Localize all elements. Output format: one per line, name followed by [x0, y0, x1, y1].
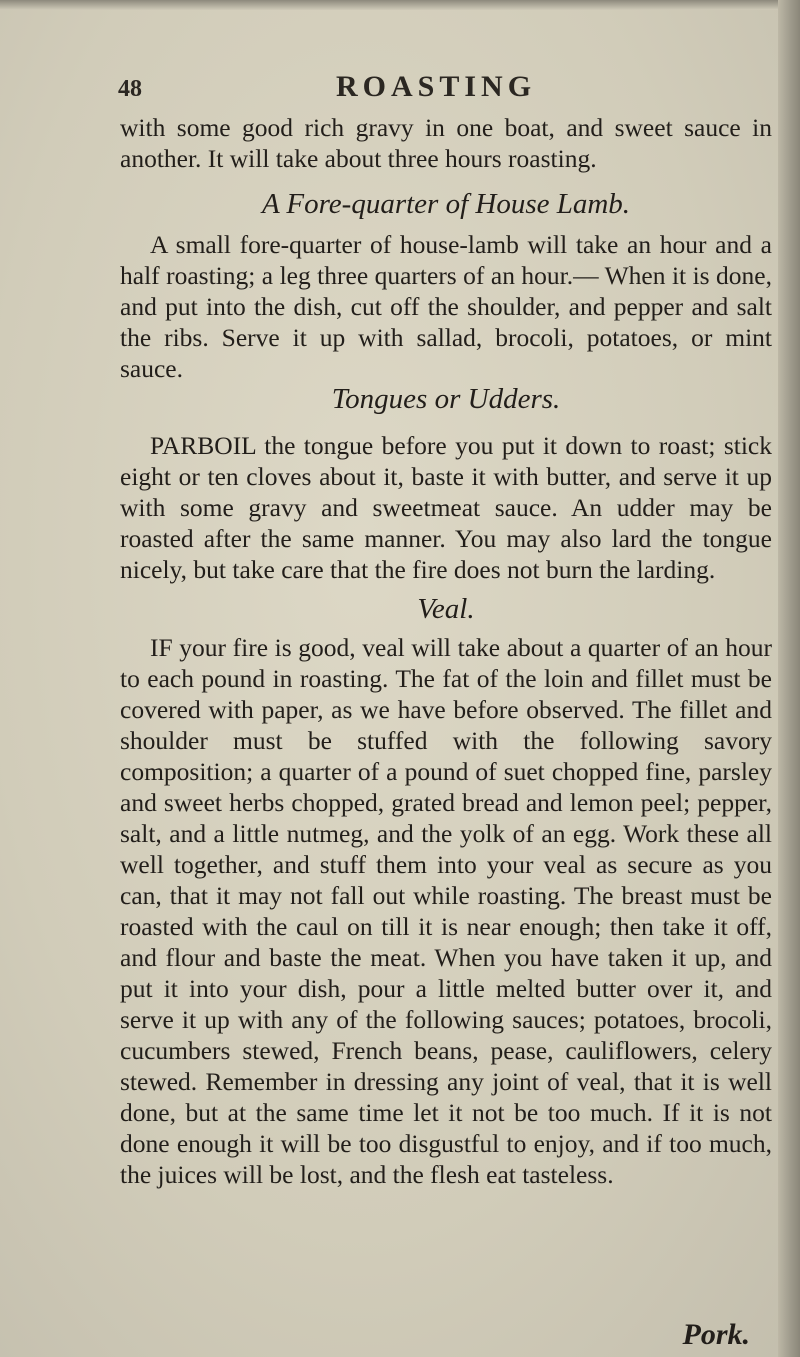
intro-text: with some good rich gravy in one boat, and sweet sauce in another. It will take about three hours roasting. [120, 113, 772, 173]
veal-paragraph [120, 632, 772, 1190]
running-head [118, 70, 768, 114]
catchword: Pork. [682, 1318, 750, 1351]
page-top-edge [0, 0, 800, 10]
tongues-paragraph [120, 430, 772, 585]
lamb-heading: A Fore-quarter of House Lamb. [261, 188, 631, 220]
tongues-heading: Tongues or Udders. [331, 383, 561, 415]
page-number: 48 [118, 76, 142, 102]
lamb-paragraph [120, 229, 772, 384]
veal-text: IF your fire is good, veal will take about a quarter of an hour to each pound in roasting. The fat of the loin and fillet must be covered with paper, as we have before observed. The fillet and shoulder must be stuffed with the following savory composition; a quarter of a pound of suet chopped fine, parsley and sweet herbs chopped, grated bread and lemon peel; pepper, salt, and a little nutmeg, and the yolk of an egg. Work these all well together, and stuff them into your veal as secure as you can, that it may not fall out while roasting. The breast must be roasted with the caul on till it is near enough; then take it off, and flour and baste the meat. When you have taken it up, and put it into your dish, pour a little melted butter over it, and serve it up with any of the following sauces; potatoes, brocoli, cucumbers stewed, French beans, pease, cauliflowers, celery stewed. Remember in dressing any joint of veal, that it is well done, but at the same time let it not be too much. If it is not done enough it will be too disgustful to enjoy, and if too much, the juices will be lost, and the flesh eat tasteless. [120, 633, 772, 1189]
lamb-text: A small fore-quarter of house-lamb will take an hour and a half roasting; a leg three quarters of an hour.— When it is done, and put into the dish, cut off the shoulder, and pepper and salt the ribs. Serve it up with sallad, brocoli, potatoes, or mint sauce. [120, 230, 772, 383]
page-right-edge [778, 0, 800, 1357]
running-title: ROASTING [336, 70, 537, 103]
intro-paragraph [120, 112, 772, 174]
tongues-text: PARBOIL the tongue before you put it down to roast; stick eight or ten cloves about it, baste it with butter, and serve it up with some gravy and sweetmeat sauce. An udder may be roasted after the same manner. You may also lard the tongue nicely, but take care that the fire does not burn the larding. [120, 431, 772, 584]
veal-heading: Veal. [417, 593, 475, 625]
